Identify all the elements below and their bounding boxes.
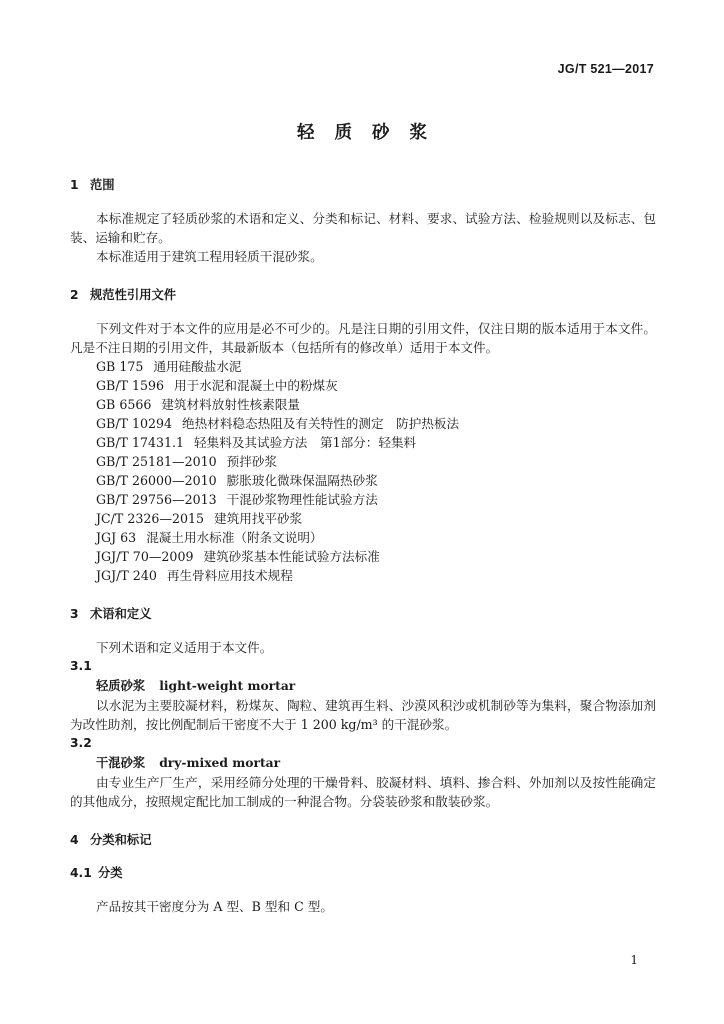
reference-name: 建筑用找平砂浆 (214, 511, 303, 526)
document-title: 轻质砂浆 (297, 123, 447, 143)
reference-code: JGJ 63 (96, 530, 137, 545)
paragraph: 下列文件对于本文件的应用是必不可少的。凡是注日期的引用文件，仅注日期的版本适用于本文件。凡是不注日期的引用文件，其最新版本（包括所有的修改单）适用于本文件。 (70, 321, 656, 355)
reference-item (70, 433, 656, 452)
reference-code: GB/T 29756—2013 (96, 492, 217, 507)
reference-name: 建筑砂浆基本性能试验方法标准 (203, 549, 380, 564)
reference-code: GB/T 25181—2010 (96, 454, 217, 469)
section-title: 规范性引用文件 (90, 288, 177, 302)
reference-item (70, 509, 656, 528)
section-heading-terms (70, 605, 656, 624)
term-en: light-weight mortar (159, 678, 296, 693)
reference-name: 用于水泥和混凝土中的粉煤灰 (174, 378, 338, 393)
reference-name: 通用硅酸盐水泥 (153, 359, 242, 374)
term-definition: 由专业生产厂生产，采用经筛分处理的干燥骨料、胶凝材料、填料、掺合料、外加剂以及按性能确定的其他成分，按照规定配比加工制成的一种混合物。分袋装砂浆和散装砂浆。 (70, 775, 656, 809)
term-zh: 干混砂浆 (96, 756, 146, 770)
reference-item (70, 414, 656, 433)
section-title: 范围 (90, 178, 115, 192)
reference-name: 干混砂浆物理性能试验方法 (226, 492, 378, 507)
section-number: 2 (70, 288, 79, 302)
reference-item (70, 471, 656, 490)
term-number: 3.1 (70, 659, 92, 673)
term-number: 3.2 (70, 736, 92, 750)
paragraph: 产品按其干密度分为 A 型、B 型和 C 型。 (96, 899, 333, 914)
term-zh: 轻质砂浆 (96, 679, 146, 693)
reference-name: 预拌砂浆 (226, 454, 278, 469)
reference-code: JGJ/T 70—2009 (96, 549, 194, 564)
term-heading (70, 676, 656, 696)
reference-name: 混凝土用水标准（附条文说明） (146, 530, 323, 545)
standard-code: JG/T 521—2017 (557, 62, 654, 76)
section-title: 分类和标记 (90, 833, 152, 847)
reference-item (70, 528, 656, 547)
paragraph: 本标准适用于建筑工程用轻质干混砂浆。 (96, 249, 323, 264)
reference-code: JGJ/T 240 (96, 568, 157, 583)
subsection-title: 分类 (98, 866, 123, 880)
section-heading-scope (70, 176, 656, 195)
reference-code: GB 6566 (96, 397, 152, 412)
section-number: 4 (70, 833, 79, 847)
reference-name: 膨胀玻化微珠保温隔热砂浆 (226, 473, 378, 488)
reference-code: GB 175 (96, 359, 144, 374)
reference-code: GB/T 10294 (96, 416, 173, 431)
reference-code: JC/T 2326—2015 (96, 511, 205, 526)
reference-item (70, 357, 656, 376)
reference-name: 再生骨料应用技术规程 (166, 568, 293, 583)
term-definition: 以水泥为主要胶凝材料，粉煤灰、陶粒、建筑再生料、沙漠风积沙或机制砂等为集料，聚合物添加剂为改性助剂，按比例配制后干密度不大于 1 200 kg/m³ 的干混砂浆。 (70, 698, 656, 732)
reference-item (70, 566, 656, 585)
page-number: 1 (630, 953, 638, 967)
section-heading-normative-references (70, 286, 656, 305)
paragraph: 本标准规定了轻质砂浆的术语和定义、分类和标记、材料、要求、试验方法、检验规则以及标志、包装、运输和贮存。 (70, 211, 656, 245)
section-heading-classification (70, 831, 656, 850)
section-title: 术语和定义 (90, 607, 152, 621)
paragraph: 下列术语和定义适用于本文件。 (96, 640, 273, 655)
term-heading (70, 753, 656, 773)
document-body (70, 176, 656, 916)
reference-item (70, 490, 656, 509)
reference-name: 绝热材料稳态热阻及有关特性的测定 防护热板法 (182, 416, 460, 431)
reference-item (70, 547, 656, 566)
reference-code: GB/T 17431.1 (96, 435, 185, 450)
section-number: 3 (70, 607, 79, 621)
reference-item (70, 395, 656, 414)
section-number: 1 (70, 178, 79, 192)
reference-name: 轻集料及其试验方法 第1部分：轻集料 (194, 435, 417, 450)
subsection-heading-classification (70, 864, 656, 883)
reference-code: GB/T 26000—2010 (96, 473, 217, 488)
reference-name: 建筑材料放射性核素限量 (161, 397, 300, 412)
reference-item (70, 452, 656, 471)
reference-code: GB/T 1596 (96, 378, 165, 393)
term-en: dry-mixed mortar (159, 755, 281, 770)
reference-item (70, 376, 656, 395)
subsection-number: 4.1 (70, 866, 92, 880)
